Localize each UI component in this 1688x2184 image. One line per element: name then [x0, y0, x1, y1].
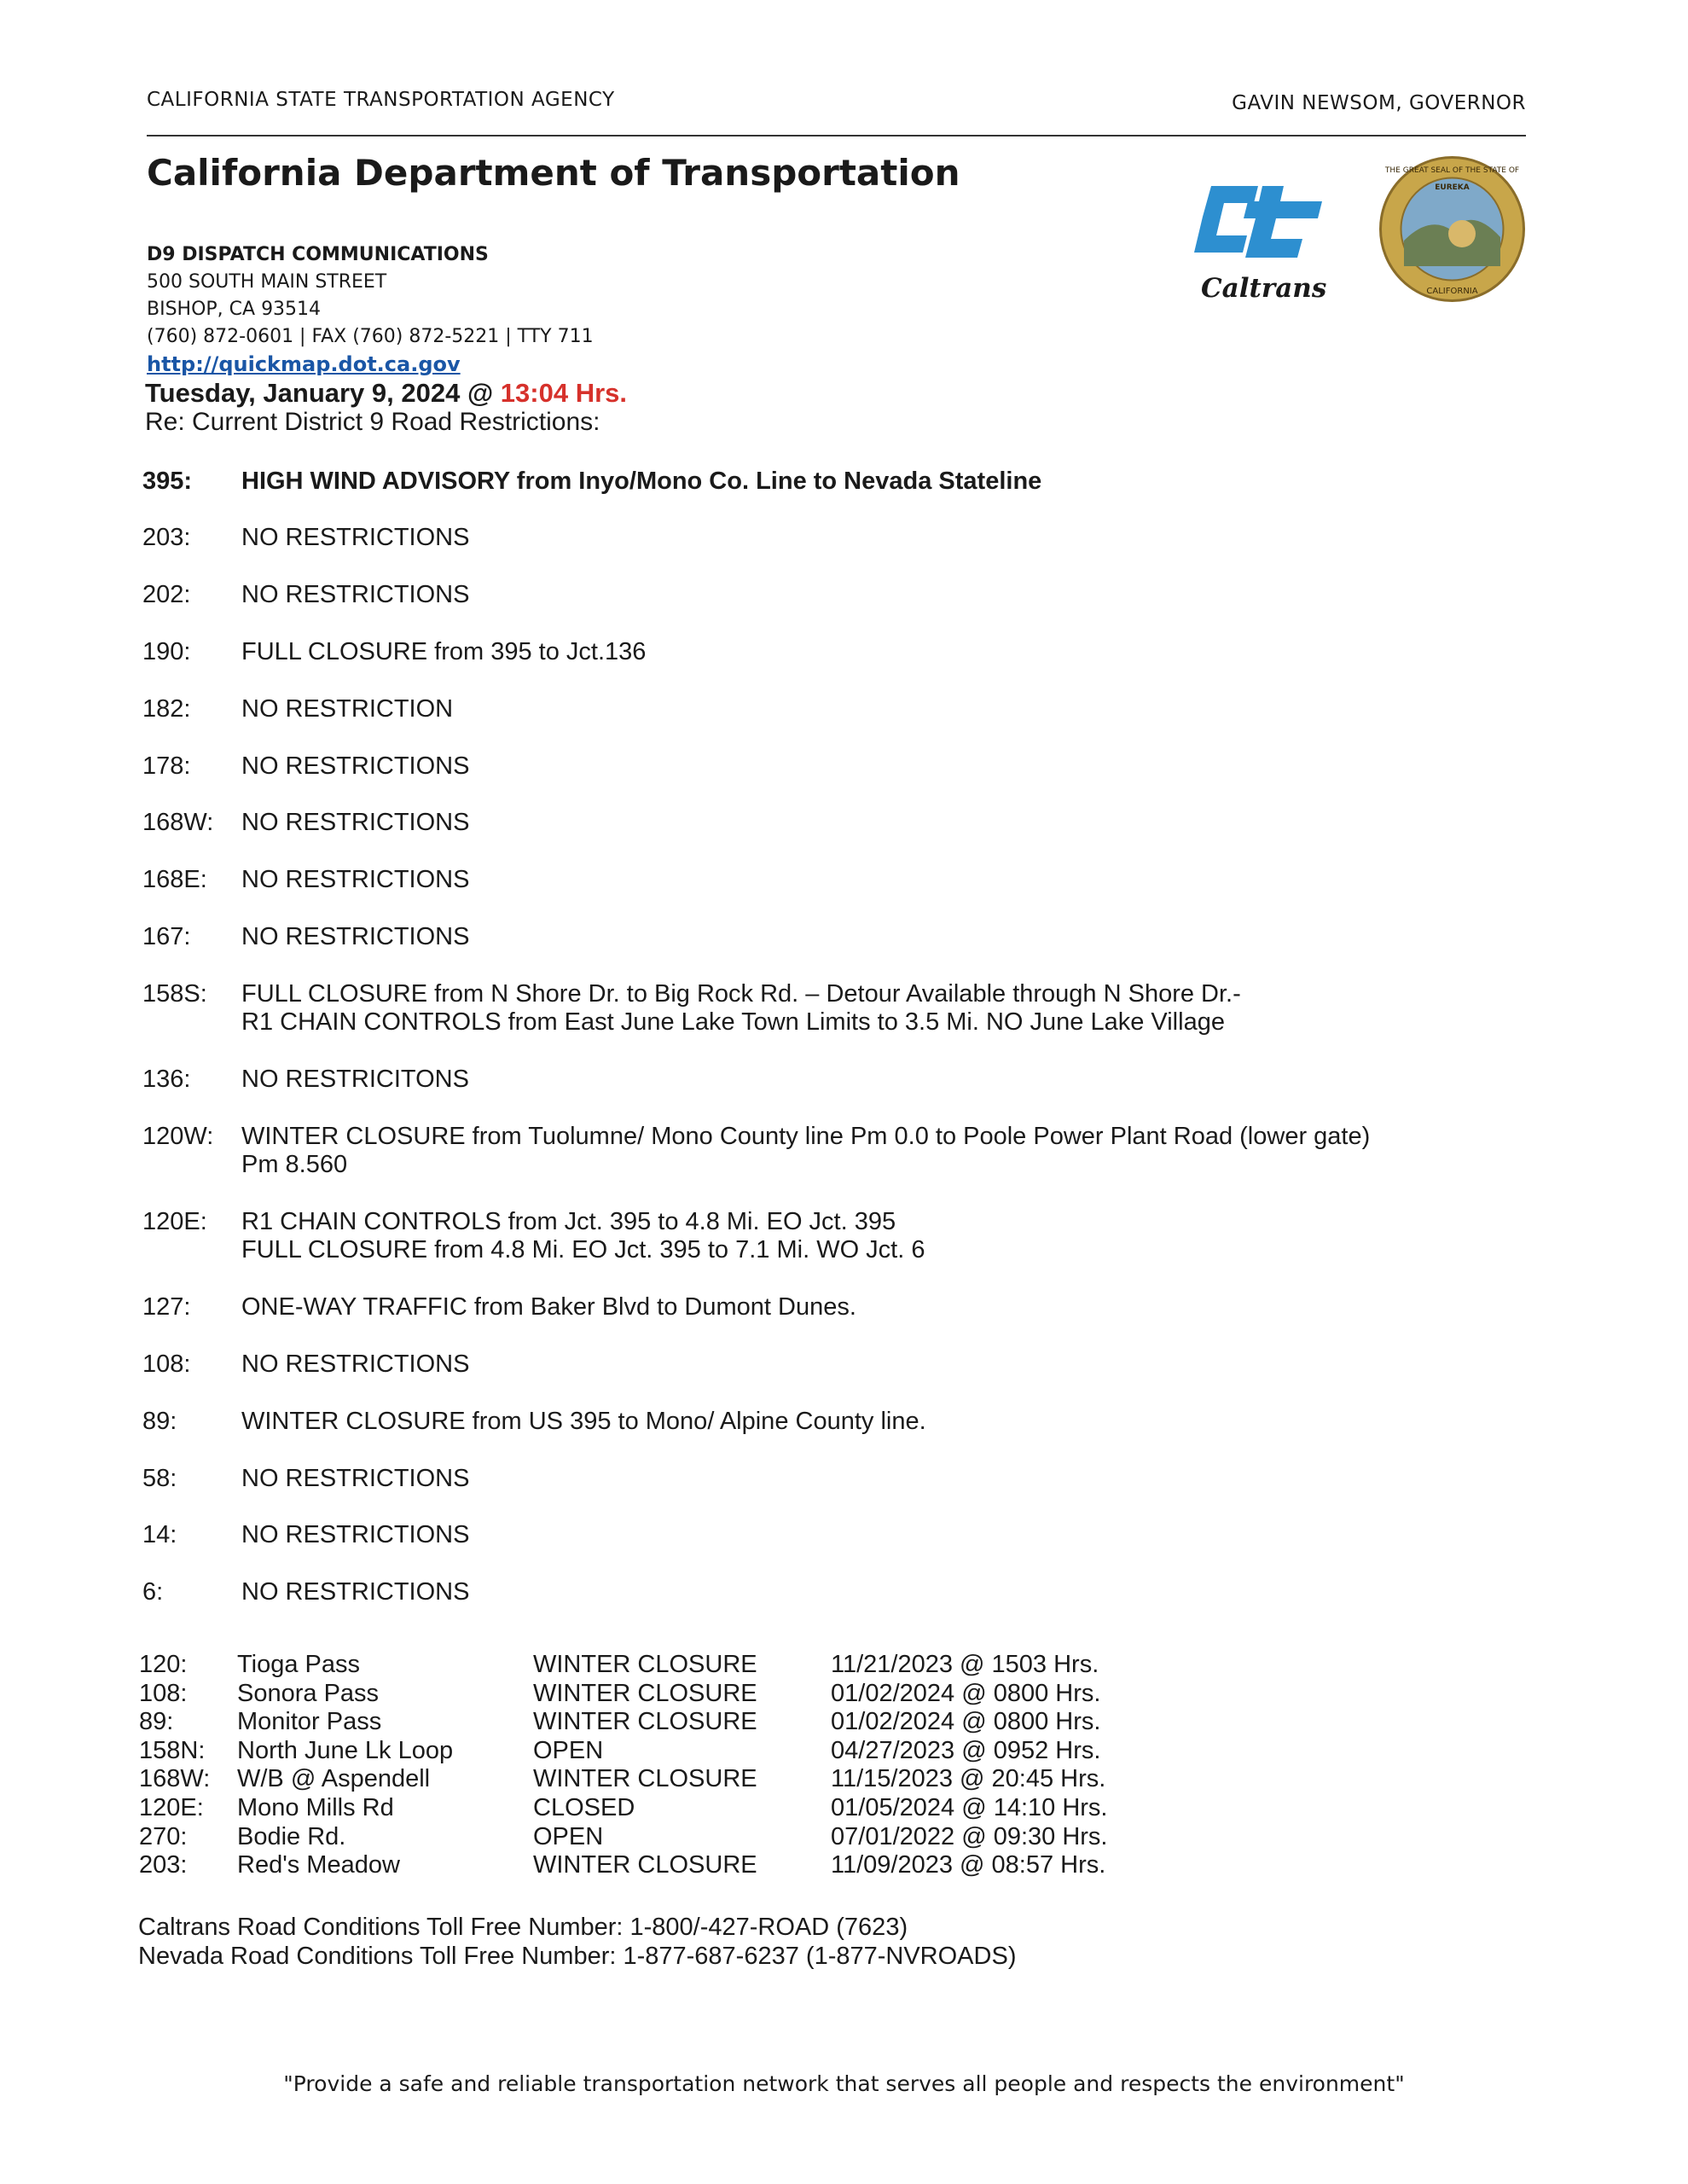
office-city: BISHOP, CA 93514	[147, 299, 322, 320]
pass-route: 158N:	[139, 1736, 206, 1764]
caltrans-logo-text: Caltrans	[1201, 273, 1327, 304]
route-number: 120W:	[142, 1123, 214, 1150]
pass-route: 89:	[139, 1708, 174, 1736]
restriction-text	[241, 524, 1538, 552]
route-number: 178:	[142, 752, 191, 780]
route-number: 395:	[142, 468, 193, 495]
pass-status: WINTER CLOSURE	[533, 1765, 757, 1793]
california-seal-icon	[1378, 155, 1526, 303]
agency-motto: "Provide a safe and reliable transportation network that serves all people and respects the environment"	[283, 2071, 1405, 2096]
restriction-line: Pm 8.560	[241, 1151, 348, 1178]
restriction-text	[241, 752, 1538, 781]
caltrans-toll-free: Caltrans Road Conditions Toll Free Number: 1-800/-427-ROAD (7623)	[138, 1914, 908, 1941]
pass-status: CLOSED	[533, 1793, 635, 1821]
pass-timestamp: 11/21/2023 @ 1503 Hrs.	[831, 1651, 1099, 1678]
office-block	[147, 241, 594, 378]
pass-timestamp: 01/02/2024 @ 0800 Hrs.	[831, 1679, 1101, 1707]
route-number: 158S:	[142, 980, 207, 1008]
report-time: 13:04 Hrs.	[500, 378, 628, 408]
pass-status: WINTER CLOSURE	[533, 1851, 757, 1879]
pass-name: Red's Meadow	[237, 1851, 400, 1879]
pass-timestamp: 07/01/2022 @ 09:30 Hrs.	[831, 1822, 1108, 1850]
route-number: 14:	[142, 1521, 177, 1548]
pass-name: Mono Mills Rd	[237, 1793, 394, 1821]
restriction-line: FULL CLOSURE from N Shore Dr. to Big Rock Rd. – Detour Available through N Shore Dr.-	[241, 980, 1241, 1008]
pass-route: 120:	[139, 1651, 188, 1678]
route-number: 6:	[142, 1578, 164, 1606]
restriction-text	[241, 1350, 1538, 1379]
restriction-line: R1 CHAIN CONTROLS from Jct. 395 to 4.8 Mi. EO Jct. 395	[241, 1208, 896, 1235]
pass-name: Bodie Rd.	[237, 1822, 346, 1850]
restriction-text	[241, 923, 1538, 951]
pass-route: 168W:	[139, 1765, 211, 1793]
restriction-text	[241, 980, 1538, 1037]
restriction-line: FULL CLOSURE from 395 to Jct.136	[241, 638, 647, 665]
route-number: 190:	[142, 638, 191, 665]
restriction-line: NO RESTRICITONS	[241, 1066, 469, 1093]
restriction-text	[241, 1066, 1538, 1094]
toll-free-block	[138, 1913, 1016, 1971]
route-number: 127:	[142, 1293, 191, 1321]
restriction-text	[241, 809, 1538, 837]
agency-name: CALIFORNIA STATE TRANSPORTATION AGENCY	[147, 89, 615, 111]
restriction-text	[241, 1123, 1538, 1179]
restriction-line: NO RESTRICTIONS	[241, 1578, 470, 1606]
route-number: 182:	[142, 695, 191, 723]
department-title: California Department of Transportation	[147, 152, 960, 194]
caltrans-logo	[1177, 179, 1339, 307]
office-street: 500 SOUTH MAIN STREET	[147, 271, 387, 293]
route-number: 120E:	[142, 1208, 207, 1235]
pass-route: 203:	[139, 1851, 188, 1879]
pass-name: North June Lk Loop	[237, 1736, 454, 1764]
restriction-line: NO RESTRICTIONS	[241, 1521, 470, 1548]
restriction-text	[241, 468, 1538, 496]
restriction-line: WINTER CLOSURE from Tuolumne/ Mono County line Pm 0.0 to Poole Power Plant Road (lower gate)	[241, 1123, 1371, 1150]
pass-name: Tioga Pass	[237, 1651, 360, 1678]
restriction-text	[241, 1578, 1538, 1606]
route-number: 89:	[142, 1408, 177, 1435]
governor-name: GAVIN NEWSOM, GOVERNOR	[1232, 92, 1526, 114]
pass-name: Sonora Pass	[237, 1679, 380, 1707]
route-number: 168W:	[142, 809, 214, 836]
pass-route: 270:	[139, 1822, 188, 1850]
restriction-text	[241, 1293, 1538, 1321]
restriction-line: NO RESTRICTIONS	[241, 524, 470, 551]
office-phones: (760) 872-0601 | FAX (760) 872-5221 | TTY 711	[147, 326, 594, 347]
restriction-text	[241, 581, 1538, 609]
restriction-text	[241, 1408, 1538, 1436]
restriction-line: ONE-WAY TRAFFIC from Baker Blvd to Dumont Dunes.	[241, 1293, 856, 1321]
pass-status: OPEN	[533, 1822, 604, 1850]
pass-status: WINTER CLOSURE	[533, 1679, 757, 1707]
restriction-line: WINTER CLOSURE from US 395 to Mono/ Alpine County line.	[241, 1408, 926, 1435]
pass-name: W/B @ Aspendell	[237, 1765, 431, 1793]
route-number: 136:	[142, 1066, 191, 1093]
report-date: Tuesday, January 9, 2024 @	[145, 378, 501, 408]
subject-line: Re: Current District 9 Road Restrictions:	[145, 408, 600, 436]
website-link[interactable]: http://quickmap.dot.ca.gov	[147, 352, 461, 376]
restriction-line: NO RESTRICTIONS	[241, 1465, 470, 1492]
pass-timestamp: 04/27/2023 @ 0952 Hrs.	[831, 1736, 1101, 1764]
restriction-text	[241, 1465, 1538, 1493]
pass-timestamp: 01/02/2024 @ 0800 Hrs.	[831, 1708, 1101, 1736]
office-name: D9 DISPATCH COMMUNICATIONS	[147, 244, 489, 265]
pass-timestamp: 11/09/2023 @ 08:57 Hrs.	[831, 1851, 1106, 1879]
restriction-text	[241, 695, 1538, 723]
route-number: 58:	[142, 1465, 177, 1492]
pass-status: WINTER CLOSURE	[533, 1651, 757, 1678]
restriction-line: NO RESTRICTIONS	[241, 866, 470, 893]
dateline	[145, 378, 627, 409]
restriction-line: NO RESTRICTIONS	[241, 923, 470, 950]
pass-timestamp: 11/15/2023 @ 20:45 Hrs.	[831, 1765, 1106, 1793]
pass-route: 108:	[139, 1679, 188, 1707]
restriction-line: FULL CLOSURE from 4.8 Mi. EO Jct. 395 to 7.1 Mi. WO Jct. 6	[241, 1236, 925, 1263]
pass-name: Monitor Pass	[237, 1708, 382, 1736]
route-number: 202:	[142, 581, 191, 608]
seal-top-text: THE GREAT SEAL OF THE STATE OF	[1384, 166, 1520, 175]
restriction-text	[241, 638, 1538, 666]
nevada-toll-free: Nevada Road Conditions Toll Free Number: 1-877-687-6237 (1-877-NVROADS)	[138, 1943, 1017, 1970]
route-number: 203:	[142, 524, 191, 551]
restriction-text	[241, 866, 1538, 894]
restriction-line: R1 CHAIN CONTROLS from East June Lake Town Limits to 3.5 Mi. NO June Lake Village	[241, 1008, 1225, 1036]
restriction-line: NO RESTRICTIONS	[241, 581, 470, 608]
restriction-line: NO RESTRICTIONS	[241, 809, 470, 836]
restriction-line: HIGH WIND ADVISORY from Inyo/Mono Co. Line to Nevada Stateline	[241, 468, 1042, 495]
restriction-line: NO RESTRICTION	[241, 695, 454, 723]
route-number: 168E:	[142, 866, 207, 893]
restriction-line: NO RESTRICTIONS	[241, 752, 470, 780]
route-number: 108:	[142, 1350, 191, 1378]
restriction-text	[241, 1521, 1538, 1549]
pass-route: 120E:	[139, 1793, 204, 1821]
restriction-text	[241, 1208, 1538, 1264]
restriction-line: NO RESTRICTIONS	[241, 1350, 470, 1378]
pass-status: WINTER CLOSURE	[533, 1708, 757, 1736]
seal-bottom-text: CALIFORNIA	[1426, 287, 1478, 296]
route-number: 167:	[142, 923, 191, 950]
header-divider	[147, 135, 1526, 136]
pass-timestamp: 01/05/2024 @ 14:10 Hrs.	[831, 1793, 1108, 1821]
seal-motto: EUREKA	[1435, 183, 1470, 192]
pass-status: OPEN	[533, 1736, 604, 1764]
